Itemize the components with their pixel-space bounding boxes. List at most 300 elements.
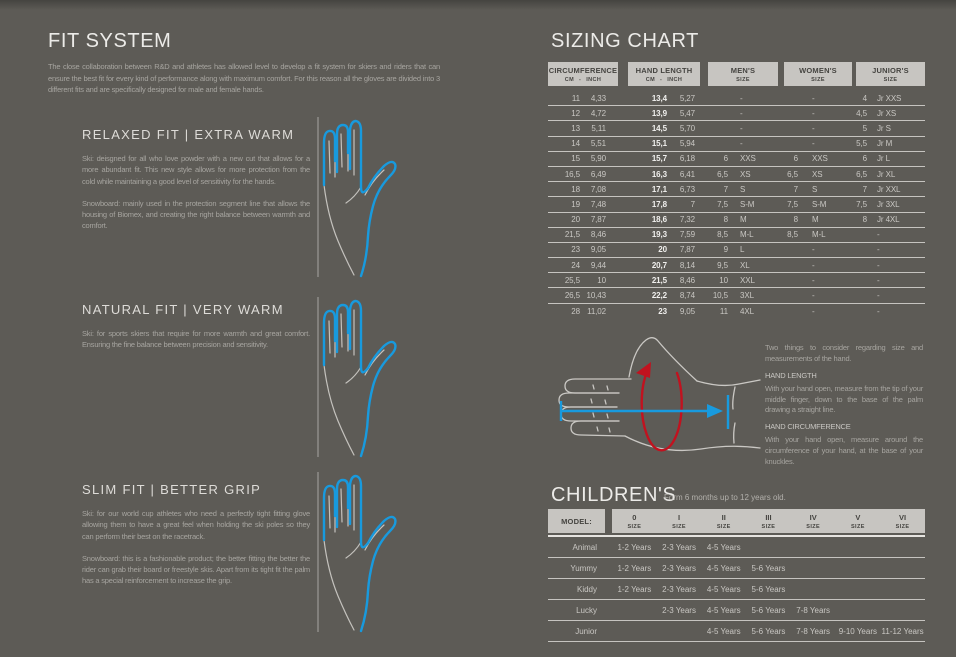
size-label: Jr M	[877, 139, 893, 149]
size-label: -	[877, 275, 880, 285]
circ-cm: 15	[571, 154, 580, 164]
womens-cell	[778, 245, 852, 254]
mens-cell	[700, 230, 778, 239]
size-label: -	[812, 93, 815, 103]
hand-length-instructions: With your hand open, measure from the tip of your middle finger, down to the base of the palm drawing a straight line.	[765, 383, 923, 415]
header-label: MEN'S	[730, 66, 756, 75]
size-label: -	[812, 306, 815, 316]
header-label: HAND LENGTH	[635, 66, 693, 75]
circ-cm: 20	[571, 215, 580, 225]
size-number: 6,5	[856, 169, 867, 179]
size-label: 3XL	[740, 291, 754, 301]
womens-cell	[778, 109, 852, 118]
mens-cell	[700, 245, 778, 254]
size-label: Jr 3XL	[877, 199, 900, 209]
size-headers	[612, 509, 925, 533]
length-inch: 6,41	[679, 169, 695, 179]
age-cell	[836, 585, 881, 594]
age-cell	[791, 585, 836, 594]
circ-cm: 11	[571, 93, 580, 103]
size-label: -	[877, 306, 880, 316]
sizing-row	[548, 152, 925, 167]
hand-length-header	[628, 62, 700, 86]
sizing-row	[548, 304, 925, 319]
length-cm: 15,1	[651, 139, 667, 149]
header-label: II	[721, 513, 726, 522]
size-number: 6,5	[787, 169, 798, 179]
juniors-cell	[852, 230, 925, 239]
header-label: CIRCUMFERENCE	[548, 66, 618, 75]
header-label: 0	[632, 513, 637, 522]
circ-cm: 19	[571, 199, 580, 209]
header-sub: CM - INCH	[645, 77, 683, 83]
header-label: VI	[899, 513, 907, 522]
size-number: 7	[793, 184, 798, 194]
age-cell: 4-5 Years	[706, 584, 741, 594]
length-cm: 13,4	[651, 93, 667, 103]
size-label: -	[812, 245, 815, 255]
sizing-row	[548, 197, 925, 212]
womens-cell	[778, 230, 852, 239]
size-number: 7,5	[856, 199, 867, 209]
length-inch: 6,73	[679, 184, 695, 194]
fit-system-title: FIT SYSTEM	[48, 30, 172, 52]
juniors-cell	[852, 245, 925, 254]
womens-cell	[778, 94, 852, 103]
length-cm: 18,6	[651, 215, 667, 225]
size-number: 6	[862, 154, 867, 164]
age-cell: 2-3 Years	[662, 542, 696, 552]
slim-fit-section	[82, 482, 310, 587]
header-sub: SIZE	[850, 524, 865, 530]
age-cell	[791, 564, 836, 573]
slim-fit-ski-text: Ski: for our world cup athletes who need a perfectly tight fitting glove allowing them to have a great feel when holding the ski poles so they can perform their best on the racetrack.	[82, 509, 310, 541]
mens-cell	[700, 109, 778, 118]
slim-fit-hand-icon	[308, 471, 408, 635]
age-cell	[746, 543, 791, 552]
mens-cell	[700, 291, 778, 300]
age-cell: 4-5 Years	[706, 563, 741, 573]
length-inch: 5,94	[679, 139, 695, 149]
age-cell: 2-3 Years	[662, 563, 696, 573]
model-name: Junior	[575, 626, 597, 636]
sizing-row	[548, 167, 925, 182]
size-number: 7,5	[717, 199, 728, 209]
slim-fit-snowboard-text: Snowboard: this is a fashionable product; the better fitting the better the rider can grab their board or freestyle skis. Apart from its tight fit the palm has a special reinforcement to increase the grip.	[82, 553, 310, 586]
size-header-3	[746, 513, 791, 530]
length-inch: 7,87	[679, 245, 695, 255]
size-label: Jr S	[877, 123, 891, 133]
age-cell	[880, 564, 925, 573]
length-inch: 8,74	[679, 291, 695, 301]
mens-cell	[700, 261, 778, 270]
size-number: 6	[723, 154, 728, 164]
age-cell: 7-8 Years	[796, 626, 831, 636]
size-label: -	[740, 123, 743, 133]
size-label: M-L	[812, 230, 826, 240]
childrens-subtitle: Form 6 months up to 12 years old.	[664, 493, 786, 502]
size-number: 7	[862, 184, 867, 194]
header-sub: SIZE	[627, 524, 642, 530]
juniors-size-header	[856, 62, 925, 86]
top-shadow-bar	[0, 0, 956, 10]
sizing-chart-rows	[548, 91, 925, 319]
size-label: -	[877, 245, 880, 255]
childrens-table	[548, 509, 925, 642]
sizing-row	[548, 258, 925, 273]
size-number: 8	[793, 215, 798, 225]
circ-cm: 24	[571, 260, 580, 270]
length-cm: 13,9	[651, 108, 667, 118]
size-label: -	[740, 108, 743, 118]
age-cell: 2-3 Years	[662, 605, 696, 615]
model-header: MODEL:	[548, 509, 605, 533]
sizing-chart-title: SIZING CHART	[551, 30, 699, 52]
size-label: -	[877, 291, 880, 301]
mens-cell	[700, 185, 778, 194]
size-number: 10,5	[712, 291, 728, 301]
hand-circumference-label: HAND CIRCUMFERENCE	[765, 422, 851, 432]
sizing-row	[548, 243, 925, 258]
relaxed-fit-snowboard-text: Snowboard: mainly used in the protection segment line that allows the housing of Biomex, and creating the right balance between warmth and comfort.	[82, 198, 310, 231]
circ-inch: 4,72	[590, 108, 606, 118]
age-cell	[836, 606, 881, 615]
age-cell: 9-10 Years	[838, 626, 877, 636]
mens-cell	[700, 276, 778, 285]
circ-inch: 5,11	[591, 123, 606, 133]
age-cell: 2-3 Years	[662, 584, 696, 594]
length-cm: 20,7	[651, 260, 667, 270]
length-cm: 20	[658, 245, 667, 255]
childrens-title: CHILDREN'S	[551, 484, 677, 506]
circ-inch: 11,02	[587, 306, 606, 316]
header-sub: CM - INCH	[564, 77, 602, 83]
size-number: 8	[723, 215, 728, 225]
circ-inch: 9,05	[590, 245, 606, 255]
sizing-row	[548, 121, 925, 136]
sizing-row	[548, 106, 925, 121]
model-name: Lucky	[576, 605, 597, 615]
womens-cell	[778, 276, 852, 285]
length-cm: 21,5	[651, 275, 667, 285]
size-label: Jr L	[877, 154, 890, 164]
header-sub: SIZE	[716, 524, 731, 530]
header-sub: SIZE	[883, 77, 898, 83]
sizing-row	[548, 288, 925, 303]
age-cell: 4-5 Years	[706, 605, 741, 615]
womens-cell	[778, 261, 852, 270]
header-sub: SIZE	[806, 524, 821, 530]
age-cell	[880, 606, 925, 615]
age-cell: 5-6 Years	[751, 605, 786, 615]
sizing-row	[548, 182, 925, 197]
circ-cm: 16,5	[564, 169, 580, 179]
mens-cell	[700, 170, 778, 179]
size-header-5	[836, 513, 881, 530]
length-cm: 19,3	[651, 230, 667, 240]
length-inch: 5,27	[679, 93, 695, 103]
header-label: WOMEN'S	[799, 66, 837, 75]
size-label: XL	[740, 260, 750, 270]
circ-inch: 6,49	[590, 169, 606, 179]
relaxed-fit-hand-icon	[308, 116, 408, 280]
juniors-cell	[852, 185, 925, 194]
length-cm: 16,3	[651, 169, 667, 179]
size-number: 6	[793, 154, 798, 164]
length-inch: 7,32	[679, 215, 695, 225]
juniors-cell	[852, 200, 925, 209]
circ-inch: 7,08	[590, 184, 606, 194]
size-header-1	[657, 513, 702, 530]
womens-cell	[778, 291, 852, 300]
size-label: -	[812, 275, 815, 285]
header-label: IV	[809, 513, 817, 522]
header-sub: SIZE	[895, 524, 910, 530]
circ-inch: 5,51	[590, 139, 606, 149]
size-label: M-L	[740, 230, 754, 240]
size-number: 7	[723, 184, 728, 194]
circ-inch: 7,48	[590, 199, 606, 209]
age-cell	[880, 585, 925, 594]
age-cell	[836, 543, 881, 552]
size-label: S	[812, 184, 818, 194]
natural-fit-ski-text: Ski: for sports skiers that require for more warmth and great comfort. Ensuring the fine balance between precision and sensitivity.	[82, 329, 310, 350]
size-number: 10	[719, 275, 728, 285]
header-label: I	[678, 513, 681, 522]
mens-cell	[700, 215, 778, 224]
size-label: -	[877, 260, 880, 270]
size-label: Jr XL	[877, 169, 896, 179]
size-label: -	[812, 123, 815, 133]
size-number: 6,5	[717, 169, 728, 179]
womens-cell	[778, 185, 852, 194]
header-label: JUNIOR'S	[872, 66, 909, 75]
circ-inch: 4,33	[590, 93, 606, 103]
age-cell: 7-8 Years	[796, 605, 831, 615]
mens-size-header	[708, 62, 778, 86]
sizing-chart-table	[548, 62, 925, 319]
natural-fit-heading: NATURAL FIT | VERY WARM	[82, 302, 284, 317]
age-cell	[791, 543, 836, 552]
womens-cell	[778, 170, 852, 179]
juniors-cell	[852, 154, 925, 163]
age-cell	[836, 564, 881, 573]
womens-size-header	[784, 62, 852, 86]
circ-inch: 9,44	[590, 260, 606, 270]
model-name: Animal	[572, 542, 597, 552]
header-sub: SIZE	[811, 77, 825, 83]
age-cell: 5-6 Years	[751, 584, 786, 594]
circ-cm: 28	[571, 306, 580, 316]
age-cell	[612, 627, 657, 636]
size-label: Jr XXS	[877, 93, 902, 103]
childrens-table-header	[548, 509, 925, 533]
womens-cell	[778, 200, 852, 209]
juniors-cell	[852, 276, 925, 285]
children-row	[548, 537, 925, 558]
circ-cm: 14	[571, 139, 580, 149]
hand-measurement-diagram	[549, 331, 761, 471]
sizing-chart-header	[548, 62, 925, 86]
circ-inch: 7,87	[590, 215, 606, 225]
length-inch: 8,14	[679, 260, 695, 270]
relaxed-fit-heading: RELAXED FIT | EXTRA WARM	[82, 127, 295, 142]
circ-inch: 5,90	[590, 154, 606, 164]
hand-circumference-arrow-icon	[636, 362, 682, 450]
natural-fit-section	[82, 302, 310, 351]
size-number: 9	[723, 245, 728, 255]
size-header-0	[612, 513, 657, 530]
juniors-cell	[852, 291, 925, 300]
juniors-cell	[852, 215, 925, 224]
juniors-cell	[852, 94, 925, 103]
mens-cell	[700, 307, 778, 316]
size-label: Jr XXL	[877, 184, 901, 194]
size-label: M	[740, 215, 747, 225]
circ-inch: 8,46	[590, 230, 606, 240]
age-cell: 4-5 Years	[706, 626, 741, 636]
size-label: -	[812, 139, 815, 149]
length-cm: 14,5	[651, 123, 667, 133]
length-inch: 7	[690, 199, 695, 209]
length-cm: 23	[658, 306, 667, 316]
fit-system-intro: The close collaboration between R&D and athletes has allowed level to develop a fit system for skiers and riders that can ensure the best fit for every kind of performance along with maximum comfort. For this reason all the gloves are divided into 3 different fits and are specifically designed for male and female hands.	[48, 62, 440, 95]
size-number: 7,5	[787, 199, 798, 209]
natural-fit-hand-icon	[308, 296, 408, 460]
header-label: V	[855, 513, 861, 522]
circ-cm: 12	[571, 108, 580, 118]
juniors-cell	[852, 109, 925, 118]
length-inch: 5,70	[679, 123, 695, 133]
size-number: 8,5	[717, 230, 728, 240]
size-header-6	[880, 513, 925, 530]
mens-cell	[700, 200, 778, 209]
sizing-row	[548, 91, 925, 106]
womens-cell	[778, 154, 852, 163]
age-cell: 5-6 Years	[751, 626, 786, 636]
size-label: XS	[812, 169, 823, 179]
size-header-2	[701, 513, 746, 530]
size-label: M	[812, 215, 819, 225]
header-sub: SIZE	[761, 524, 776, 530]
model-name: Yummy	[570, 563, 597, 573]
relaxed-fit-section	[82, 127, 310, 232]
circ-inch: 10,43	[586, 291, 606, 301]
juniors-cell	[852, 170, 925, 179]
size-label: L	[740, 245, 745, 255]
size-label: XXL	[740, 275, 755, 285]
womens-cell	[778, 307, 852, 316]
hand-circumference-instructions: With your hand open, measure around the circumference of your hand, at the base of your knuckles.	[765, 435, 923, 466]
age-cell	[657, 627, 702, 636]
length-cm: 15,7	[651, 154, 667, 164]
size-number: 8,5	[787, 230, 798, 240]
age-cell: 1-2 Years	[617, 542, 652, 552]
age-cell: 1-2 Years	[617, 584, 652, 594]
size-number: 8	[862, 215, 867, 225]
size-number: 11	[719, 306, 728, 316]
circ-cm: 13	[571, 123, 580, 133]
circumference-header	[548, 62, 618, 86]
children-row	[548, 579, 925, 600]
size-number: 4,5	[856, 108, 867, 118]
juniors-cell	[852, 261, 925, 270]
juniors-cell	[852, 124, 925, 133]
age-cell: 5-6 Years	[751, 563, 786, 573]
circ-cm: 23	[571, 245, 580, 255]
mens-cell	[700, 139, 778, 148]
length-inch: 8,46	[679, 275, 695, 285]
size-label: -	[812, 260, 815, 270]
size-label: Jr XS	[877, 108, 897, 118]
relaxed-fit-ski-text: Ski: deisgned for all who love powder with a new cut that allows for a more abundant fit. This new style allows for more protection from the cold while maintaining a good level of sensitivity for the hands.	[82, 154, 310, 186]
size-number: 5,5	[856, 139, 867, 149]
mens-cell	[700, 94, 778, 103]
age-cell: 4-5 Years	[706, 542, 741, 552]
size-label: Jr 4XL	[877, 215, 900, 225]
mens-cell	[700, 154, 778, 163]
circ-cm: 21,5	[564, 230, 580, 240]
length-inch: 6,18	[679, 154, 695, 164]
sizing-row	[548, 228, 925, 243]
juniors-cell	[852, 307, 925, 316]
length-inch: 7,59	[679, 230, 695, 240]
size-label: S	[740, 184, 746, 194]
slim-fit-heading: SLIM FIT | BETTER GRIP	[82, 482, 262, 497]
sizing-row	[548, 137, 925, 152]
size-label: S-M	[812, 199, 827, 209]
size-label: -	[812, 291, 815, 301]
size-label: -	[812, 108, 815, 118]
size-label: -	[740, 93, 743, 103]
size-number: 9,5	[717, 260, 728, 270]
length-inch: 9,05	[679, 306, 695, 316]
length-inch: 5,47	[679, 108, 695, 118]
circ-cm: 18	[571, 184, 580, 194]
size-header-4	[791, 513, 836, 530]
juniors-cell	[852, 139, 925, 148]
size-label: S-M	[740, 199, 755, 209]
length-cm: 17,8	[651, 199, 667, 209]
header-sub: SIZE	[736, 77, 750, 83]
mens-cell	[700, 124, 778, 133]
size-label: XS	[740, 169, 751, 179]
sizing-row	[548, 213, 925, 228]
sizing-row	[548, 273, 925, 288]
header-label: III	[765, 513, 772, 522]
model-name: Kiddy	[576, 584, 597, 594]
womens-cell	[778, 124, 852, 133]
age-cell	[880, 543, 925, 552]
circ-cm: 26,5	[564, 291, 580, 301]
age-cell: 1-2 Years	[617, 563, 652, 573]
circ-inch: 10	[597, 275, 606, 285]
children-row	[548, 621, 925, 642]
size-label: XXS	[812, 154, 828, 164]
womens-cell	[778, 139, 852, 148]
length-cm: 17,1	[651, 184, 667, 194]
size-number: 5	[862, 123, 867, 133]
measurement-instructions	[765, 343, 923, 470]
children-row	[548, 558, 925, 579]
header-sub: SIZE	[672, 524, 686, 530]
size-label: -	[877, 230, 880, 240]
hand-length-label: HAND LENGTH	[765, 370, 817, 380]
womens-cell	[778, 215, 852, 224]
circ-cm: 25,5	[564, 275, 580, 285]
size-label: XXS	[740, 154, 756, 164]
measurement-intro: Two things to consider regarding size and measurements of the hand.	[765, 343, 923, 363]
